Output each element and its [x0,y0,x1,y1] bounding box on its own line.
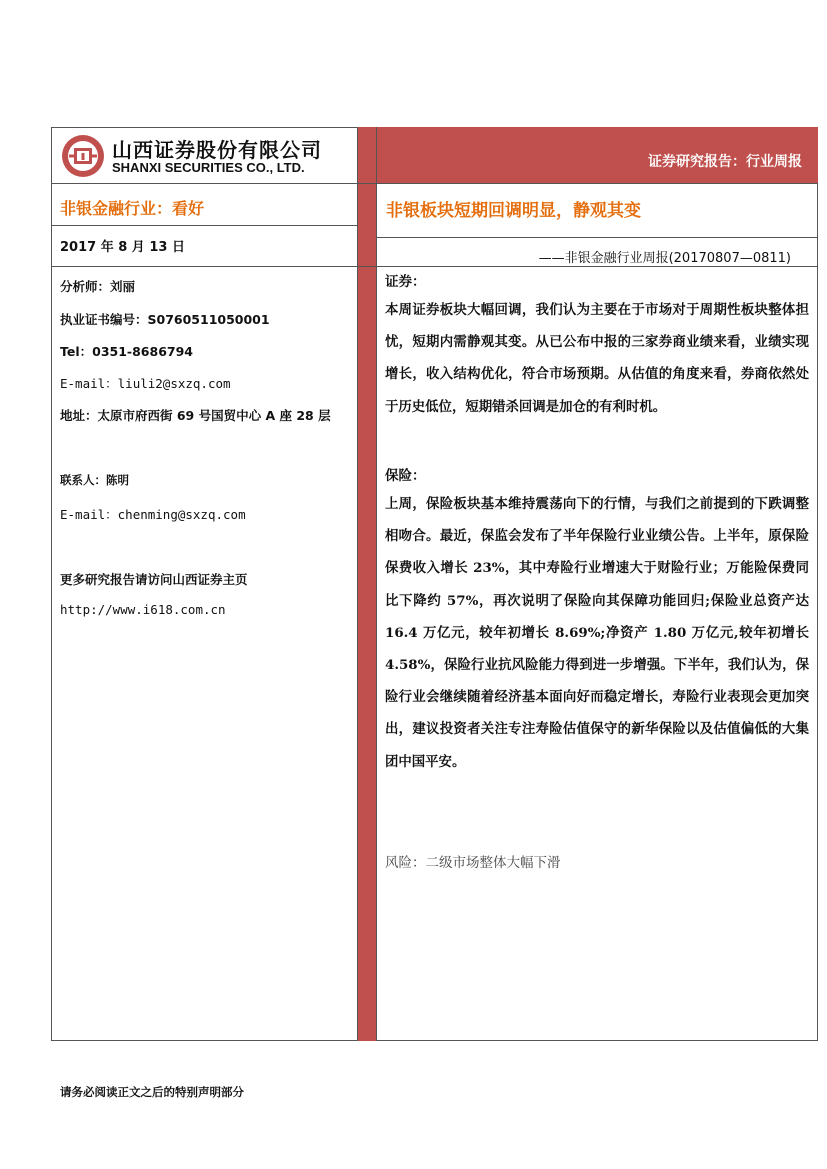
report-type: 证券研究报告：行业周报 [648,154,802,170]
red-divider-bar [358,127,376,1041]
rating-divider [51,225,358,226]
company-website-link[interactable]: http://www.i618.com.cn [60,602,226,617]
industry-rating: 非银金融行业：看好 [60,199,205,218]
column-divider [376,127,377,1041]
disclaimer-notice: 请务必阅读正文之后的特别声明部分 [60,1085,244,1099]
date-divider [51,266,818,267]
contact-email: E-mail：chenming@sxzq.com [60,507,246,522]
company-name-cn: 山西证券股份有限公司 [112,138,322,162]
office-address: 地址：太原市府西街 69 号国贸中心 A 座 28 层 [60,408,331,423]
header-divider [51,183,818,184]
insurance-paragraph: 上周，保险板块基本维持震荡向下的行情，与我们之前提到的下跌调整相吻合。最近，保监会发布了半年保险行业业绩公告。上半年，原保险保费收入增长 23%，其中寿险行业增速大于财险行业；万能险保费同比下降约 57%，再次说明了保险向其保障功能回归;保险业总资产达 16.4 万亿元，较年初增长 8.69%;净资产 1.80 万亿元,较年初增长 4.58%，保险行业抗风险能力得到进一步增强。下半年，我们认为，保险行业会继续随着经济基本面向好而稳定增长，寿险行业表现会更加突出，建议投资者关注专注寿险估值保守的新华保险以及估值偏低的大集团中国平安。 [385,496,809,770]
contact-person: 联系人：陈明 [60,473,129,487]
company-logo [60,132,350,180]
report-date: 2017 年 8 月 13 日 [60,240,185,255]
report-subtitle: ——非银金融行业周报(20170807—0811) [538,251,791,266]
shanxi-securities-logo-icon [60,133,106,179]
more-reports-note: 更多研究报告请访问山西证券主页 [60,572,248,587]
report-type-banner [377,127,818,183]
title-divider [377,237,818,238]
company-name-en: SHANXI SECURITIES CO., LTD. [112,160,305,175]
analyst-email: E-mail：liuli2@sxzq.com [60,376,231,391]
securities-paragraph: 本周证券板块大幅回调，我们认为主要在于市场对于周期性板块整体担忧，短期内需静观其变。从已公布中报的三家券商业绩来看，业绩实现增长，收入结构优化，符合市场预期。从估值的角度来看，券商依然处于历史低位，短期错杀回调是加仓的有利时机。 [385,302,809,415]
license-number: 执业证书编号：S0760511050001 [60,312,270,327]
report-title: 非银板块短期回调明显，静观其变 [386,201,641,221]
securities-section-label: 证券： [385,274,426,290]
analyst-name: 分析师：刘丽 [60,279,136,294]
analyst-phone: Tel：0351-8686794 [60,344,193,359]
risk-note: 风险：二级市场整体大幅下滑 [385,855,561,871]
insurance-section-label: 保险： [385,468,426,484]
